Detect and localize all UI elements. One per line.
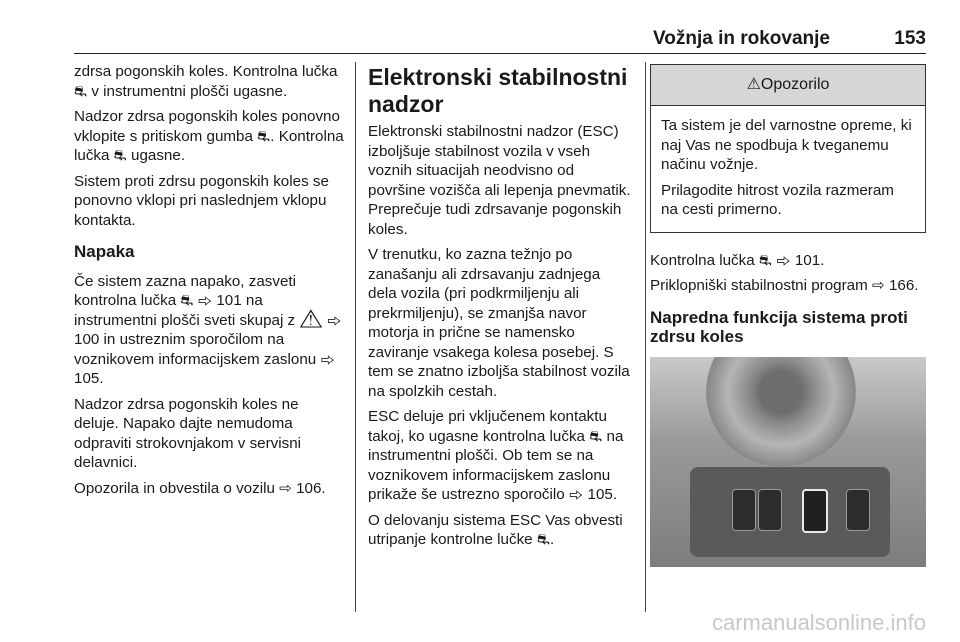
column-left xyxy=(74,62,346,504)
paragraph: Kontrolna lučka ⛐ ⇨ 101. xyxy=(650,251,825,269)
column-middle xyxy=(368,62,633,556)
paragraph: Če sistem zazna napako, zasveti kontrolna lučka ⛐ ⇨ 101 na instrumentni plošči sveti skupaj z ⚠ ⇨ 100 in ustreznim sporočilom na voznikovem informacijskem zaslonu ⇨ 105. xyxy=(74,272,342,387)
paragraph: Elektronski stabilnostni nadzor (ESC) izboljšuje stabilnost vozila v vseh voznih situacijah neodvisno od površine vozišča ali lepenja pnevmatik. Preprečuje tudi zdrsavanje pogonskih koles. xyxy=(368,123,631,238)
paragraph: Nadzor zdrsa pogonskih koles ne deluje. Napako dajte nemudoma odpraviti strokovnjakom v servisni delavnici. xyxy=(74,395,302,471)
warning-box xyxy=(650,64,926,233)
paragraph: Nadzor zdrsa pogonskih koles ponovno vklopite s pritiskom gumba ⛐. Kontrolna lučka ⛐ ugasne. xyxy=(74,108,344,164)
switch xyxy=(758,489,782,531)
air-vent xyxy=(706,357,856,467)
column-right xyxy=(650,62,926,567)
paragraph: Opozorila in obvestila o vozilu ⇨ 106. xyxy=(74,479,326,497)
paragraph: zdrsa pogonskih koles. Kontrolna lučka ⛐ v instrumentni plošči ugasne. xyxy=(74,63,338,100)
section-title-esc: Elektronski stabilnostni nadzor xyxy=(368,64,628,117)
paragraph: V trenutku, ko zazna težnjo po zanašanju ali zdrsavanju zadnjega dela vozila (pri podkrmiljenju ali prekrmiljenju), se zmanjša navor motorja in prične se namensko zaviranje vsakega kolesa posebej. S tem se znatno izboljša stabilnost vozila na spolzkih cestah. xyxy=(368,246,630,400)
page-number: 153 xyxy=(894,28,926,49)
warning-text: Ta sistem je del varnostne opreme, ki naj Vas ne spodbuja k tveganemu načinu vožnje. xyxy=(661,117,912,173)
switch xyxy=(732,489,756,531)
traction-control-switch xyxy=(802,489,828,533)
warning-text: Prilagodite hitrost vozila razmeram na cesti primerno. xyxy=(661,181,894,218)
paragraph: Sistem proti zdrsu pogonskih koles se ponovno vklopi pri naslednjem vklopu kontakta. xyxy=(74,172,329,229)
paragraph: ESC deluje pri vključenem kontaktu takoj, ko ugasne kontrolna lučka ⛐ na instrumentni plošči. Ob tem se na voznikovem informacijskem zaslonu prikaže še ustrezno sporočilo ⇨ 105. xyxy=(368,408,624,503)
page-header xyxy=(74,28,926,56)
dashboard-switch-photo xyxy=(650,357,926,567)
warning-title: ⚠Opozorilo xyxy=(651,65,925,106)
section-heading-napaka: Napaka xyxy=(74,242,135,261)
section-heading-advanced: Napredna funkcija sistema proti zdrsu koles xyxy=(650,307,908,346)
watermark: carmanualsonline.info xyxy=(711,610,926,635)
header-divider xyxy=(74,53,926,54)
paragraph: O delovanju sistema ESC Vas obvesti utripanje kontrolne lučke ⛐. xyxy=(368,511,623,548)
switch xyxy=(846,489,870,531)
paragraph: Priklopniški stabilnostni program ⇨ 166. xyxy=(650,277,919,294)
column-divider xyxy=(645,62,646,612)
page-title: Vožnja in rokovanje xyxy=(652,28,830,49)
column-divider xyxy=(355,62,356,612)
